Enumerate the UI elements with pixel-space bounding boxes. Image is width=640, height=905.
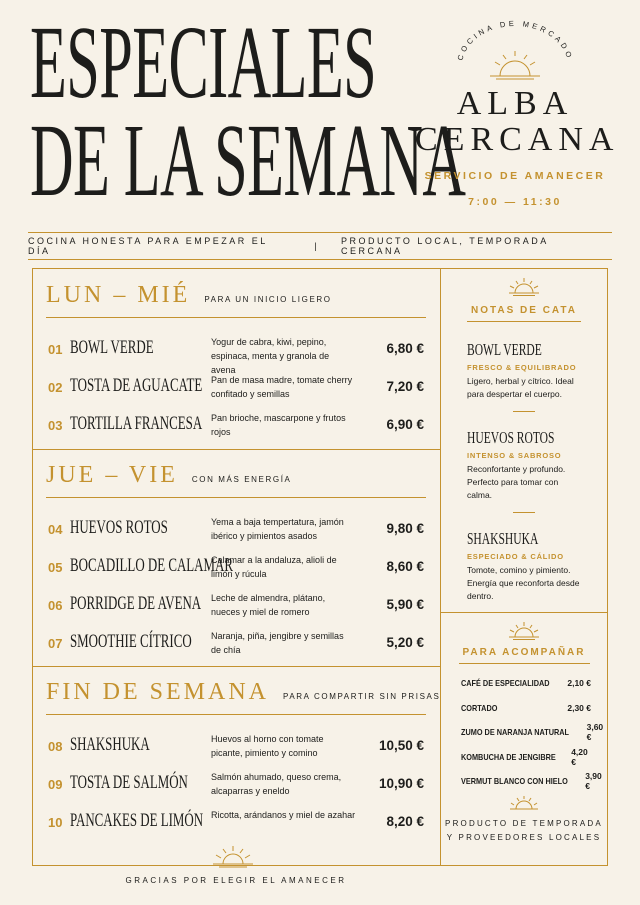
tagline-left: COCINA HONESTA PARA EMPEZAR EL DÍA <box>28 236 268 256</box>
drinks-header <box>441 620 607 664</box>
seasonal-line-2: Y PROVEEDORES LOCALES <box>446 833 602 842</box>
note-name: BOWL VERDE <box>467 340 542 359</box>
menu-item <box>46 513 426 551</box>
tasting-notes-title: NOTAS DE CATA <box>467 305 581 322</box>
item-price: 5,20 € <box>386 635 424 650</box>
item-name: SMOOTHIE CÍTRICO <box>70 631 192 652</box>
sunrise-icon <box>508 795 540 811</box>
note-separator <box>513 512 535 513</box>
section-fin-de-semana <box>46 679 441 844</box>
item-number: 10 <box>48 815 63 830</box>
section-divider <box>32 449 440 450</box>
section-header <box>46 679 441 715</box>
title-line-2: DE LA SEMANA <box>30 103 466 218</box>
item-number: 04 <box>48 522 63 537</box>
tasting-note <box>441 529 607 603</box>
seasonal-note <box>441 795 607 845</box>
item-number: 02 <box>48 380 63 395</box>
menu-item <box>46 730 426 768</box>
item-name: BOCADILLO DE CALAMAR <box>70 555 233 576</box>
drink-price: 2,30 € <box>567 702 591 713</box>
item-price: 8,60 € <box>386 559 424 574</box>
item-number: 07 <box>48 636 63 651</box>
item-name: PORRIDGE DE AVENA <box>70 593 202 614</box>
item-price: 5,90 € <box>386 597 424 612</box>
sunrise-icon <box>506 620 542 640</box>
drink-row <box>441 671 607 696</box>
item-number: 06 <box>48 598 63 613</box>
brand-arc-text: COCINA DE MERCADO <box>455 20 575 62</box>
section-divider <box>32 666 440 667</box>
tasting-notes-header <box>441 276 607 322</box>
item-description: Yema a baja tempertatura, jamón ibérico y pimientos asados <box>211 517 344 541</box>
item-description: Huevos al horno con tomate picante, pimiento y comino <box>211 734 324 758</box>
item-name: PANCAKES DE LIMÓN <box>70 810 204 831</box>
service-label: SERVICIO DE AMANECER <box>424 170 606 182</box>
title-line-1: ESPECIALES <box>30 5 377 120</box>
item-price: 6,90 € <box>386 417 424 432</box>
item-description: Calamar a la andaluza, alioli de limón y rúcula <box>211 555 337 579</box>
tasting-note <box>441 428 607 502</box>
brand-name <box>415 85 620 158</box>
brand-name-line-1: ALBA <box>456 85 574 122</box>
item-price: 9,80 € <box>386 521 424 536</box>
tasting-note <box>441 340 607 401</box>
drink-name: CORTADO <box>461 702 498 713</box>
item-name: TOSTA DE SALMÓN <box>70 772 188 793</box>
sunrise-icon <box>490 51 540 79</box>
item-description: Naranja, piña, jengibre y semillas de chía <box>211 631 344 655</box>
tagline-bar <box>28 232 612 260</box>
drink-row <box>441 696 607 721</box>
menu-item <box>46 806 426 844</box>
item-description: Salmón ahumado, queso crema, alcaparras y eneldo <box>211 772 342 796</box>
drink-price: 4,20 € <box>571 746 588 767</box>
note-text: Reconfortante y profundo. Perfecto para tomar con calma. <box>467 464 566 500</box>
section-header <box>46 282 426 318</box>
item-number: 03 <box>48 418 63 433</box>
section-lun-mie <box>46 282 426 447</box>
drinks-panel <box>441 620 607 794</box>
drinks-title: PARA ACOMPAÑAR <box>459 647 590 664</box>
drink-name: KOMBUCHA DE JENGIBRE <box>461 751 556 762</box>
tagline-right: PRODUCTO LOCAL, TEMPORADA CERCANA <box>341 236 549 256</box>
drink-price: 3,90 € <box>585 771 602 792</box>
drink-name: CAFÉ DE ESPECIALIDAD <box>461 678 550 689</box>
side-divider <box>441 612 607 613</box>
drink-name: VERMUT BLANCO CON HIELO <box>461 776 568 787</box>
note-name: HUEVOS ROTOS <box>467 428 555 447</box>
section-subtitle: PARA UN INICIO LIGERO <box>204 295 332 304</box>
brand-name-line-2: CERCANA <box>415 121 620 158</box>
item-number: 08 <box>48 739 63 754</box>
menu-item <box>46 768 426 806</box>
item-price: 10,90 € <box>378 776 424 791</box>
note-text: Tomote, comino y pimiento. Energía que reconforta desde dentro. <box>467 565 580 601</box>
sunrise-icon <box>506 276 542 296</box>
brand-block <box>415 20 620 208</box>
item-number: 01 <box>48 342 63 357</box>
drink-row <box>441 745 607 770</box>
menu-item <box>46 409 426 447</box>
note-name: SHAKSHUKA <box>467 529 539 548</box>
menu-item <box>46 627 426 665</box>
section-title: LUN – MIÉ <box>46 282 191 308</box>
section-header <box>46 462 426 498</box>
note-subtitle: ESPECIADO & CÁLIDO <box>467 552 564 561</box>
menu-item <box>46 371 426 409</box>
seasonal-line-1: PRODUCTO DE TEMPORADA <box>445 819 603 828</box>
drink-price: 3,60 € <box>586 722 604 743</box>
drink-row <box>441 720 607 745</box>
section-title: FIN DE SEMANA <box>46 679 270 705</box>
item-price: 8,20 € <box>386 814 424 829</box>
menu-item <box>46 589 426 627</box>
menu-title <box>30 5 466 218</box>
brand-logo <box>450 20 580 82</box>
item-name: BOWL VERDE <box>70 337 154 358</box>
drink-price: 2,10 € <box>567 678 591 689</box>
menu-item <box>46 333 426 375</box>
tasting-notes-panel <box>441 276 607 603</box>
note-text: Ligero, herbal y cítrico. Ideal para despertar el cuerpo. <box>467 376 574 399</box>
drink-row <box>441 769 607 794</box>
service-hours: 7:00 — 11:30 <box>468 196 562 208</box>
item-description: Pan brioche, mascarpone y frutos rojos <box>211 413 346 437</box>
item-description: Yogur de cabra, kiwi, pepino, espinaca, menta y granola de avena <box>211 337 330 375</box>
item-name: TOSTA DE AGUACATE <box>70 375 203 396</box>
sunrise-icon <box>211 844 255 868</box>
section-jue-vie <box>46 462 426 665</box>
menu-item <box>46 551 426 589</box>
item-price: 7,20 € <box>386 379 424 394</box>
item-name: HUEVOS ROTOS <box>70 517 168 538</box>
section-subtitle: PARA COMPARTIR SIN PRISAS <box>283 692 441 701</box>
drink-name: ZUMO DE NARANJA NATURAL <box>461 727 570 738</box>
item-number: 09 <box>48 777 63 792</box>
note-subtitle: INTENSO & SABROSO <box>467 451 562 460</box>
item-number: 05 <box>48 560 63 575</box>
item-name: SHAKSHUKA <box>70 734 150 755</box>
item-description: Pan de masa madre, tomate cherry confitado y semillas <box>211 375 353 399</box>
section-subtitle: CON MÁS ENERGÍA <box>191 475 292 484</box>
note-separator <box>513 411 535 412</box>
item-name: TORTILLA FRANCESA <box>70 413 203 434</box>
item-description: Ricotta, arándanos y miel de azahar <box>211 810 356 820</box>
note-subtitle: FRESCO & EQUILIBRADO <box>467 363 577 372</box>
footer-message: GRACIAS POR ELEGIR EL AMANECER <box>125 876 347 885</box>
item-price: 6,80 € <box>386 341 424 356</box>
section-title: JUE – VIE <box>46 462 178 488</box>
item-price: 10,50 € <box>378 738 424 753</box>
item-description: Leche de almendra, plátano, nueces y miel de romero <box>211 593 326 617</box>
tagline-separator: | <box>314 241 320 251</box>
